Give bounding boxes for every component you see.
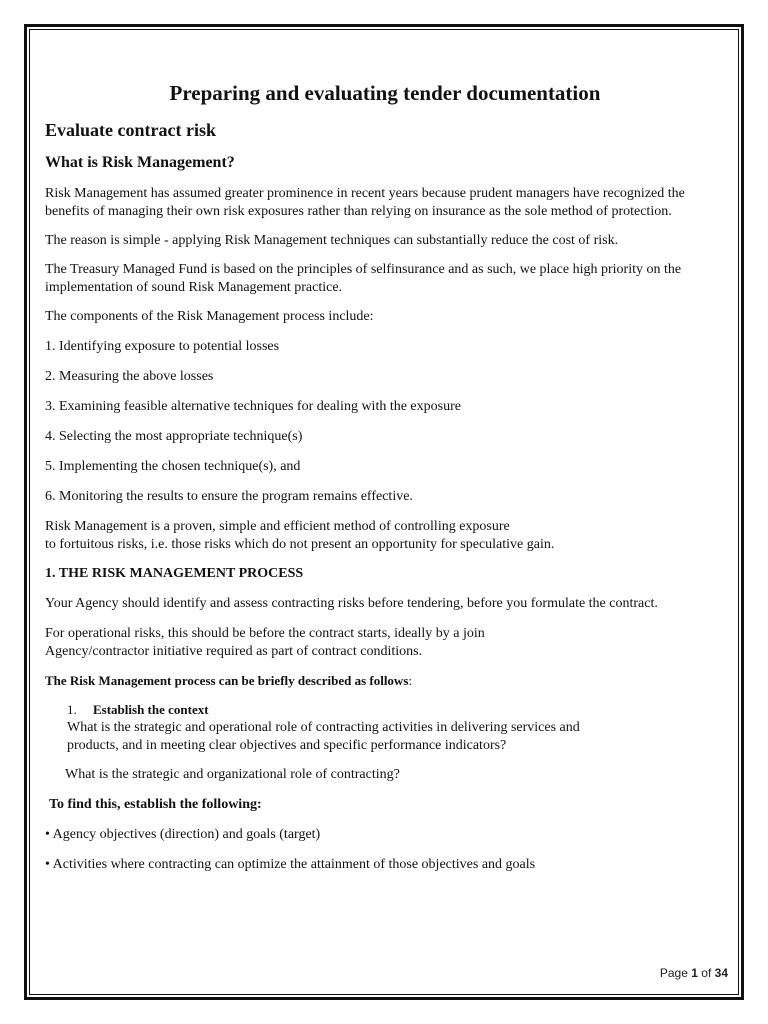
paragraph-line: For operational risks, this should be before the contract starts, ideally by a join bbox=[45, 626, 485, 641]
section-heading: Evaluate contract risk bbox=[45, 120, 216, 140]
process-description-colon: : bbox=[408, 673, 413, 688]
step-line: What is the strategic and operational role of contracting activities in delivering services and bbox=[67, 720, 580, 735]
step-number: 1. bbox=[67, 702, 77, 717]
document-title: Preparing and evaluating tender documentation bbox=[169, 81, 601, 105]
step-title: Establish the context bbox=[93, 702, 209, 717]
find-heading: To find this, establish the following: bbox=[49, 797, 262, 812]
paragraph-line: Risk Management is a proven, simple and efficient method of controlling exposure bbox=[45, 519, 510, 534]
paragraph: The components of the Risk Management process include: bbox=[45, 309, 374, 324]
paragraph-line: Agency/contractor initiative required as part of contract conditions. bbox=[45, 644, 423, 659]
list-item: • Agency objectives (direction) and goals (target) bbox=[45, 827, 321, 842]
process-description-bold: The Risk Management process can be briefly described as follows bbox=[45, 673, 409, 688]
document-body bbox=[45, 80, 725, 886]
paragraph bbox=[45, 518, 725, 554]
list-item: 6. Monitoring the results to ensure the program remains effective. bbox=[45, 489, 413, 504]
subheading: What is Risk Management? bbox=[45, 154, 235, 171]
page-number-footer bbox=[660, 966, 728, 980]
components-list bbox=[45, 338, 725, 506]
process-heading: 1. THE RISK MANAGEMENT PROCESS bbox=[45, 566, 304, 581]
list-item: 3. Examining feasible alternative techniques for dealing with the exposure bbox=[45, 399, 461, 414]
process-description bbox=[45, 672, 725, 690]
step-line: products, and in meeting clear objectives and specific performance indicators? bbox=[67, 738, 507, 753]
list-item: 2. Measuring the above losses bbox=[45, 369, 214, 384]
paragraph: Your Agency should identify and assess contracting risks before tendering, before you formulate the contract. bbox=[45, 596, 658, 611]
list-item: 5. Implementing the chosen technique(s), and bbox=[45, 459, 301, 474]
page-word: Page bbox=[659, 966, 688, 980]
bullet-list bbox=[45, 826, 725, 874]
step-establish-context bbox=[45, 701, 725, 755]
page-number: 1 bbox=[691, 966, 698, 980]
question-text: What is the strategic and organizational role of contracting? bbox=[65, 767, 400, 782]
list-item: • Activities where contracting can optimize the attainment of those objectives and goals bbox=[45, 857, 536, 872]
paragraph: Risk Management has assumed greater prominence in recent years because prudent managers have recognized the benefits of managing their own risk exposures rather than relying on insurance as the sole method of protection. bbox=[45, 186, 685, 219]
list-item: 4. Selecting the most appropriate technique(s) bbox=[45, 429, 303, 444]
paragraph: The reason is simple - applying Risk Management techniques can substantially reduce the cost of risk. bbox=[45, 233, 619, 248]
paragraph bbox=[45, 625, 725, 661]
total-pages: 34 bbox=[714, 966, 728, 980]
list-item: 1. Identifying exposure to potential losses bbox=[45, 339, 280, 354]
of-word: of bbox=[701, 966, 712, 980]
paragraph-line: to fortuitous risks, i.e. those risks which do not present an opportunity for speculative gain. bbox=[45, 537, 555, 552]
paragraph: The Treasury Managed Fund is based on the principles of selfinsurance and as such, we place high priority on the implementation of sound Risk Management practice. bbox=[45, 262, 682, 295]
